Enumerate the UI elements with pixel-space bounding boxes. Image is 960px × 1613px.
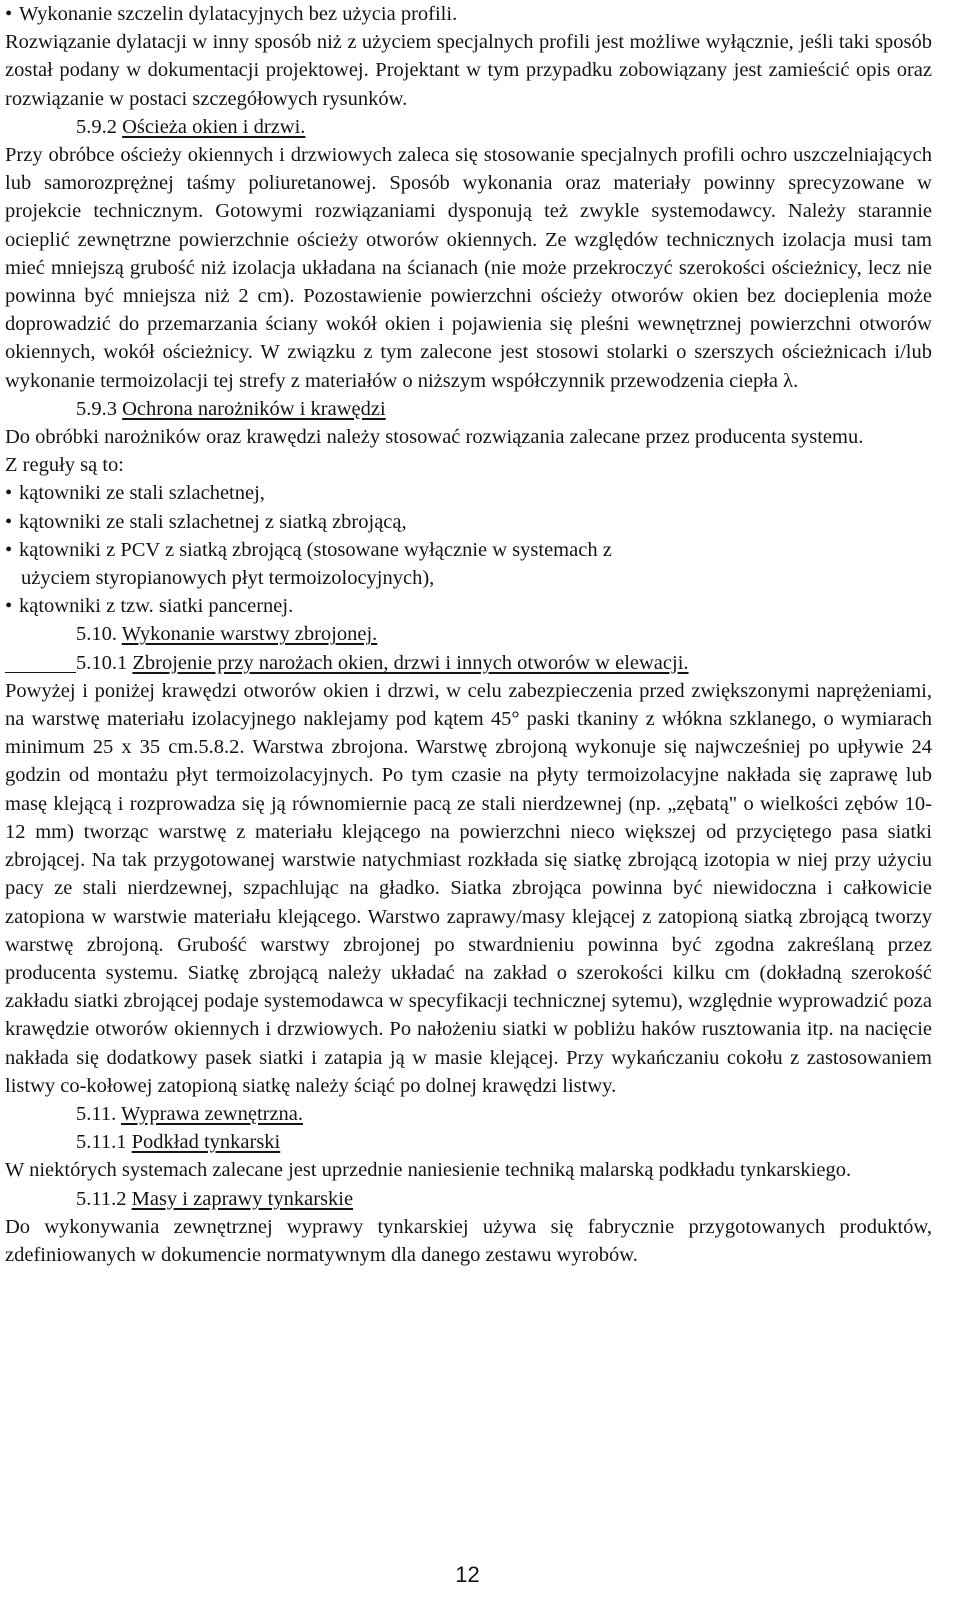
list-intro: Z reguły są to:: [5, 454, 124, 477]
section-title: Masy i zaprawy tynkarskie: [131, 1187, 354, 1210]
list-item-text: kątowniki ze stali szlachetnej,: [19, 482, 265, 505]
list-item-continuation: użyciem styropianowych płyt termoizolocyjnych),: [21, 567, 435, 590]
section-body-5-11-1: W niektórych systemach zalecane jest uprzednie naniesienie techniką malarską podkładu tynkarskiego.: [5, 1159, 852, 1182]
section-title: Ościeża okien i drzwi.: [122, 115, 306, 138]
bullet-dot: •: [5, 482, 13, 505]
list-item: [5, 536, 932, 564]
section-title: Wykonanie warstwy zbrojonej.: [121, 623, 378, 646]
page-number: 12: [455, 1562, 480, 1587]
section-number: 5.9.2: [76, 115, 117, 138]
section-heading-5-11-1: [5, 1128, 932, 1156]
corner-protection-list: [5, 479, 932, 620]
list-item-text: kątowniki z PCV z siatką zbrojącą (stosowane wyłącznie w systemach z: [19, 538, 612, 561]
list-item: [5, 592, 932, 620]
section-number: 5.11.2: [76, 1187, 127, 1210]
section-number: 5.10.1: [76, 651, 128, 674]
section-number: 5.10.: [76, 623, 117, 646]
list-item-text: kątowniki z tzw. siatki pancernej.: [19, 595, 294, 618]
bullet-dot: •: [5, 538, 13, 561]
section-body-5-10-1: Powyżej i poniżej krawędzi otworów okien i drzwi, w celu zabezpieczenia przed zwiększonymi naprężeniami, na warstwę materiału izolacyjnego naklejamy pod kątem 45° paski tkaniny z włókna szklanego, o wymiarach minimum 25 x 35 cm.5.8.2. Warstwa zbrojona. Warstwę zbrojoną wykonuje się najwcześniej po upływie 24 godzin od montażu płyt termoizolacyjnych. Po tym czasie na płyty termoizolacyjne nakłada się zaprawę lub masę klejącą i rozprowadza się ją równomiernie pacą ze stali nierdzewnej (np. „zębatą" o wielkości zębów 10-12 mm) tworząc warstwę z materiału klejącego na powierzchni nieco większej od przyciętego pasa siatki zbrojącej. Na tak przygotowanej warstwie natychmiast rozkłada się siatkę zbrojącą izotopia w niej przy użyciu pacy ze stali nierdzewnej, szpachlując na gładko. Siatka zbrojąca powinna być niewidoczna i całkowicie zatopiona w warstwie materiału klejącego. Warstwo zaprawy/masy klejącej z zatopioną siatką zbrojącą tworzy warstwę zbrojoną. Grubość warstwy zbrojonej po stwardnieniu powinna być zgodna zakreślaną przez producenta systemu. Siatkę zbrojącą należy układać na zakład o szerokości kilku cm (dokładną szerokość zakładu siatki zbrojącej podaje systemodawca w specyfikacji technicznej sytemu), względnie wyprowadzić poza krawędzie otworów okiennych i drzwiowych. Po nałożeniu siatki w pobliżu haków rusztowania itp. na nacięcie nakłada się dodatkowy pasek siatki i zatapia ją w masie klejącej. Przy wykańczaniu cokołu z zastosowaniem listwy co-kołowej zatopioną siatkę należy ściąć po dolnej krawędzi listwy.: [5, 679, 932, 1097]
section-title: Zbrojenie przy narożach okien, drzwi i innych otworów w elewacji.: [132, 651, 689, 674]
intro-bullet: [5, 0, 932, 28]
section-body-5-11-2: Do wykonywania zewnętrznej wyprawy tynkarskiej używa się fabrycznie przygotowanych produktów, zdefiniowanych w dokumencie normatywnym dla danego zestawu wyrobów.: [5, 1215, 932, 1266]
section-title: Podkład tynkarski: [131, 1131, 281, 1154]
section-heading-5-9-2: [5, 113, 932, 141]
bullet-dot: •: [5, 3, 13, 25]
section-heading-5-9-3: [5, 395, 932, 423]
bullet-dot: •: [5, 595, 13, 618]
section-body-5-9-2: Przy obróbce ościeży okiennych i drzwiowych zaleca się stosowanie specjalnych profili ochro uszczelniających lub samorozprężnej taśmy poliuretanowej. Sposób wykonania oraz materiały powinny sprecyzowane w projekcie technicznym. Gotowymi rozwiązaniami dysponują też zwykle systemodawcy. Należy starannie ocieplić zewnętrzne powierzchnie ościeży otworów okiennych. Ze względów technicznych izolacja musi tam mieć mniejszą grubość niż izolacja układana na ścianach (nie może przekroczyć szerokości ościeżnicy, lecz nie powinna być mniejsza niż 2 cm). Pozostawienie powierzchni ościeży otworów okien bez docieplenia może doprowadzić do przemarzania ściany wokół okien i pojawienia się pleśni wewnętrznej powierzchni otworów okiennych, wokół ościeżnicy. W związku z tym zalecone jest stosowi stolarki o szerszych ościeżnicach i/lub wykonanie termoizolacji tej strefy z materiałów o niższym współczynnik przewodzenia ciepła λ.: [5, 144, 932, 392]
section-heading-5-10-1: [5, 649, 932, 677]
section-title: Wyprawa zewnętrzna.: [121, 1102, 304, 1125]
intro-bullet-text: Wykonanie szczelin dylatacyjnych bez użycia profili.: [19, 3, 458, 25]
list-item-text: kątowniki ze stali szlachetnej z siatką zbrojącą,: [19, 510, 407, 533]
section-number: 5.11.1: [76, 1131, 127, 1154]
list-item: [5, 508, 932, 536]
section-title: Ochrona narożników i krawędzi: [122, 397, 386, 420]
section-heading-5-11-2: [5, 1185, 932, 1213]
section-number: 5.9.3: [76, 397, 117, 420]
section-body-5-9-3: Do obróbki narożników oraz krawędzi należy stosować rozwiązania zalecane przez producenta systemu.: [5, 426, 864, 449]
section-heading-5-11: [5, 1100, 932, 1128]
intro-paragraph: Rozwiązanie dylatacji w inny sposób niż z użyciem specjalnych profili jest możliwe wyłącznie, jeśli taki sposób został podany w dokumentacji projektowej. Projektant w tym przypadku zobowiązany jest zamieścić opis oraz rozwiązanie w postaci szczegółowych rysunków.: [5, 31, 932, 110]
section-number: 5.11.: [76, 1102, 117, 1125]
bullet-dot: •: [5, 510, 13, 533]
list-item: [5, 479, 932, 507]
section-heading-5-10: [5, 620, 932, 648]
